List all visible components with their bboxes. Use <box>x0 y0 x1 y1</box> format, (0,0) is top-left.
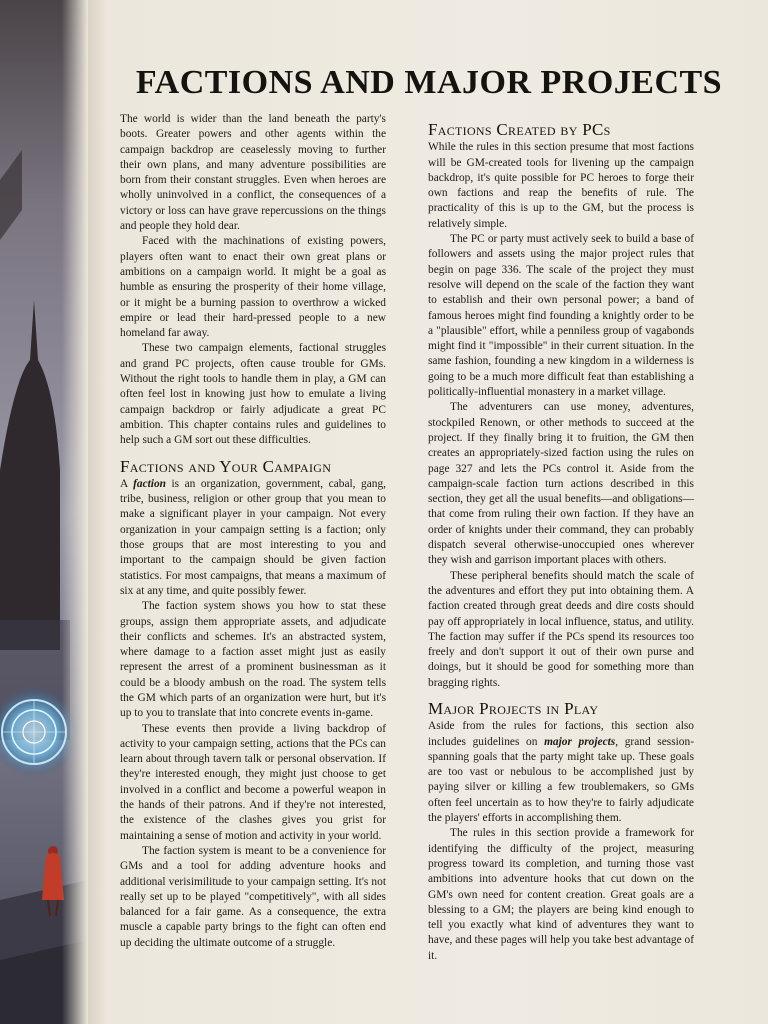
text-run: , grand session-spanning goals that the party might take up. These goals are too vast or nebulous to be accomplished just by paying silver or killing a few troublemakers, so GMs often feel uncertain as to how they're to fairly adjudicate the players' efforts in accomplishing them. <box>428 735 694 825</box>
paragraph: The faction system is meant to be a convenience for GMs and a tool for adding adventure hooks and additional verisimilitude to your campaign setting. It's not really set up to be played "competitively", with all sides balanced for a fair game. As a consequence, the extra muscle a capable party brings to the fight can often end up deciding the ultimate outcome of a struggle. <box>120 844 386 949</box>
key-term: major projects <box>544 735 616 748</box>
paragraph: The rules in this section provide a framework for identifying the difficulty of the project, measuring progress toward its completion, and turning those vast ambitions into adventure hooks that cut down on the GM's own need for content creation. Great goals are a blessing to a GM; the players are being kind enough to tell you exactly what kind of adventures they want to have, and these pages will help you take best advantage of it. <box>428 827 695 962</box>
paragraph: The adventurers can use money, adventures, stockpiled Renown, or other methods to succeed at the project. If they finally bring it to fruition, the GM then creates an appropriately-sized faction using the rules on page 327 and lets the PCs control it. Aside from the campaign-scale faction turn actions described in this section, they get all the usual benefits—and obligations—that come from ruling their own faction. If they have an order of knights under their command, they can probably dispatch several otherwise-unoccupied ones wherever they wish and garrison important places with others. <box>428 401 694 567</box>
page-title: FACTIONS AND MAJOR PROJECTS <box>135 64 723 101</box>
paragraph-major-projects <box>428 719 694 826</box>
section-heading-factions-campaign: Factions and Your Campaign <box>120 456 332 476</box>
paragraph: The world is wider than the land beneath the party's boots. Greater powers and other agents within the campaign backdrop are ceaselessly moving to further their own plans, and many adventure possibilities are born from their constant struggles. Even when heroes are wholly uninvolved in a conflict, the consequences of a victory or loss can have grave repercussions on the things and people they hold dear. <box>120 113 386 233</box>
section-heading-factions-pcs: Factions Created by PCs <box>428 120 611 139</box>
paragraph: The PC or party must actively seek to build a base of followers and assets using the major project rules that begin on page 336. The scale of the project they must resolve will depend on the scale of the faction they want to establish and their own personal power; a band of famous heroes might find founding a knightly order to be a "plausible" effort, while a penniless group of vagabonds might find it "impossible" in their current situation. In the same fashion, founding a new kingdom in a wilderness is going to be a much more difficult feat than establishing a politically-influential monastery in a market village. <box>428 233 694 399</box>
section-heading-major-projects: Major Projects in Play <box>428 698 599 718</box>
right-column <box>428 122 694 964</box>
paragraph: While the rules in this section presume that most factions will be GM-created tools for livening up the campaign backdrop, it's quite possible for PC heroes to forge their own factions and reap the benefits of rule. The practicality of this is up to the GM, but the process is relatively simple. <box>428 141 694 230</box>
left-column <box>120 112 386 951</box>
text-run: is an organization, government, cabal, gang, tribe, business, religion or other group that you mean to make a significant player in your campaign. Not every organization in your campaign setting is a faction; only those groups that are most interesting to you and important to the campaign should be given faction statistics. For most campaigns, that means a maximum of six at any time, and quite possibly fewer. <box>120 477 386 597</box>
paragraph: Faced with the machinations of existing powers, players often want to enact their own great plans or ambitions on a campaign world. It might be a goal as humble as ensuring the prosperity of their home village, or it might be a burning passion to overthrow a wicked empire or lead their hard-pressed people to a new homeland far away. <box>120 235 386 340</box>
paragraph: The faction system shows you how to stat these groups, assign them appropriate assets, and adjudicate their conflicts and schemes. It's an abstracted system, where damage to a faction asset might just as easily represent the arrest of a prominent businessman as it could be a bloody ambush on the road. The system tells the GM which parts of an organization were hurt, but it's up to you to translate that into concrete events in-game. <box>120 600 386 720</box>
text-run: A <box>120 477 134 490</box>
side-illustration <box>0 0 88 1024</box>
key-term: faction <box>133 477 166 490</box>
paragraph: These events then provide a living backdrop of activity to your campaign setting, actions that the PCs can learn about through tavern talk or personal observation. If they're interested enough, they might just choose to get involved in a conflict and become a powerful weapon in the hands of their patrons. And if they're not interested, the existence of the clashes gives you grist for maintaining a sense of motion and activity in your world. <box>120 722 386 842</box>
paragraph-faction-definition <box>120 477 386 599</box>
text-run: Aside from the rules for factions, this section also includes guidelines on <box>428 720 694 748</box>
paragraph: These peripheral benefits should match the scale of the adventures and effort they put into obtaining them. A faction created through great deeds and dire costs should pay off appropriately in local influence, status, and utility. The faction may suffer if the PCs spend its resources too freely and don't support it out of their own purse and doings, but it should be good for something more than bragging rights. <box>428 569 694 689</box>
paragraph: These two campaign elements, factional struggles and grand PC projects, often cause trouble for GMs. Without the right tools to handle them in play, a GM can often feel lost in knowing just how to emulate a living campaign backdrop or fairly adjudicate a great PC ambition. This chapter contains rules and guidelines to help such a GM sort out these difficulties. <box>120 342 386 447</box>
